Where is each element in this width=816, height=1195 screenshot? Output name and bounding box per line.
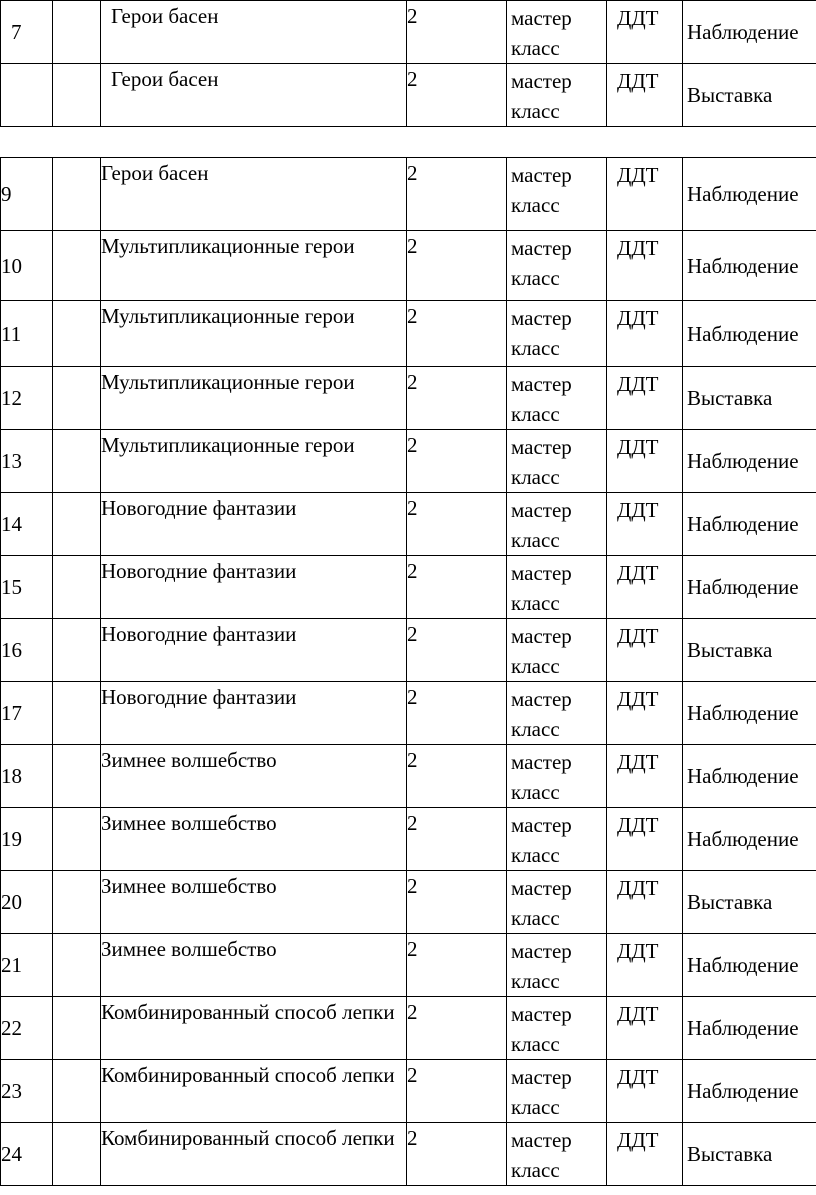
table-row bbox=[1, 871, 816, 934]
place-cell: ДДТ bbox=[607, 682, 683, 745]
place-cell: ДДТ bbox=[607, 231, 683, 301]
row-number: 22 bbox=[1, 997, 53, 1060]
hours-cell: 2 bbox=[407, 934, 507, 997]
row-number: 9 bbox=[1, 158, 53, 231]
control-cell: Выставка bbox=[683, 1123, 816, 1186]
topic-cell: Новогодние фантазии bbox=[101, 619, 407, 682]
control-cell: Наблюдение bbox=[683, 158, 816, 231]
schedule-table-main bbox=[0, 157, 816, 1186]
place-cell: ДДТ bbox=[607, 158, 683, 231]
table-row bbox=[1, 231, 816, 301]
place-cell: ДДТ bbox=[607, 745, 683, 808]
blank-cell bbox=[53, 619, 101, 682]
form-cell: мастер класс bbox=[507, 1, 607, 64]
blank-cell bbox=[53, 64, 101, 127]
hours-cell: 2 bbox=[407, 367, 507, 430]
row-number: 17 bbox=[1, 682, 53, 745]
form-cell: мастер класс bbox=[507, 871, 607, 934]
hours-cell: 2 bbox=[407, 997, 507, 1060]
place-cell: ДДТ bbox=[607, 493, 683, 556]
place-cell: ДДТ bbox=[607, 367, 683, 430]
table-row bbox=[1, 493, 816, 556]
topic-cell: Зимнее волшебство bbox=[101, 871, 407, 934]
hours-cell: 2 bbox=[407, 231, 507, 301]
hours-cell: 2 bbox=[407, 64, 507, 127]
control-cell: Наблюдение bbox=[683, 808, 816, 871]
control-cell: Наблюдение bbox=[683, 934, 816, 997]
blank-cell bbox=[53, 430, 101, 493]
hours-cell: 2 bbox=[407, 682, 507, 745]
form-cell: мастер класс bbox=[507, 556, 607, 619]
topic-cell: Комбинированный способ лепки bbox=[101, 997, 407, 1060]
table-row bbox=[1, 745, 816, 808]
table-row bbox=[1, 1, 816, 64]
table-row bbox=[1, 367, 816, 430]
form-cell: мастер класс bbox=[507, 682, 607, 745]
blank-cell bbox=[53, 1, 101, 64]
blank-cell bbox=[53, 1123, 101, 1186]
table-row bbox=[1, 1060, 816, 1123]
table-row bbox=[1, 934, 816, 997]
row-number bbox=[1, 64, 53, 127]
control-cell: Наблюдение bbox=[683, 556, 816, 619]
row-number: 16 bbox=[1, 619, 53, 682]
row-number: 23 bbox=[1, 1060, 53, 1123]
place-cell: ДДТ bbox=[607, 1060, 683, 1123]
table-row bbox=[1, 430, 816, 493]
topic-cell: Комбинированный способ лепки bbox=[101, 1123, 407, 1186]
hours-cell: 2 bbox=[407, 1, 507, 64]
form-cell: мастер класс bbox=[507, 997, 607, 1060]
blank-cell bbox=[53, 158, 101, 231]
blank-cell bbox=[53, 997, 101, 1060]
topic-cell: Новогодние фантазии bbox=[101, 682, 407, 745]
hours-cell: 2 bbox=[407, 493, 507, 556]
hours-cell: 2 bbox=[407, 556, 507, 619]
row-number: 11 bbox=[1, 301, 53, 367]
place-cell: ДДТ bbox=[607, 430, 683, 493]
row-number: 12 bbox=[1, 367, 53, 430]
row-number: 15 bbox=[1, 556, 53, 619]
control-cell: Наблюдение bbox=[683, 301, 816, 367]
table-row bbox=[1, 682, 816, 745]
form-cell: мастер класс bbox=[507, 493, 607, 556]
hours-cell: 2 bbox=[407, 1060, 507, 1123]
row-number: 20 bbox=[1, 871, 53, 934]
form-cell: мастер класс bbox=[507, 231, 607, 301]
table-row bbox=[1, 619, 816, 682]
place-cell: ДДТ bbox=[607, 619, 683, 682]
place-cell: ДДТ bbox=[607, 934, 683, 997]
row-number: 19 bbox=[1, 808, 53, 871]
topic-cell: Мультипликационные герои bbox=[101, 231, 407, 301]
control-cell: Наблюдение bbox=[683, 1, 816, 64]
blank-cell bbox=[53, 493, 101, 556]
topic-cell: Новогодние фантазии bbox=[101, 556, 407, 619]
blank-cell bbox=[53, 745, 101, 808]
form-cell: мастер класс bbox=[507, 619, 607, 682]
blank-cell bbox=[53, 808, 101, 871]
row-number: 14 bbox=[1, 493, 53, 556]
control-cell: Выставка bbox=[683, 64, 816, 127]
form-cell: мастер класс bbox=[507, 64, 607, 127]
hours-cell: 2 bbox=[407, 745, 507, 808]
blank-cell bbox=[53, 934, 101, 997]
control-cell: Наблюдение bbox=[683, 1060, 816, 1123]
form-cell: мастер класс bbox=[507, 430, 607, 493]
hours-cell: 2 bbox=[407, 871, 507, 934]
topic-cell: Мультипликационные герои bbox=[101, 301, 407, 367]
form-cell: мастер класс bbox=[507, 158, 607, 231]
place-cell: ДДТ bbox=[607, 997, 683, 1060]
topic-cell: Новогодние фантазии bbox=[101, 493, 407, 556]
place-cell: ДДТ bbox=[607, 1123, 683, 1186]
table-row bbox=[1, 997, 816, 1060]
control-cell: Наблюдение bbox=[683, 430, 816, 493]
table-row bbox=[1, 1123, 816, 1186]
row-number: 7 bbox=[1, 1, 53, 64]
row-number: 18 bbox=[1, 745, 53, 808]
blank-cell bbox=[53, 231, 101, 301]
topic-cell: Мультипликационные герои bbox=[101, 367, 407, 430]
control-cell: Наблюдение bbox=[683, 493, 816, 556]
topic-cell: Зимнее волшебство bbox=[101, 808, 407, 871]
place-cell: ДДТ bbox=[607, 1, 683, 64]
hours-cell: 2 bbox=[407, 808, 507, 871]
control-cell: Наблюдение bbox=[683, 745, 816, 808]
place-cell: ДДТ bbox=[607, 556, 683, 619]
hours-cell: 2 bbox=[407, 1123, 507, 1186]
form-cell: мастер класс bbox=[507, 301, 607, 367]
table-row bbox=[1, 64, 816, 127]
control-cell: Выставка bbox=[683, 871, 816, 934]
hours-cell: 2 bbox=[407, 301, 507, 367]
topic-cell: Комбинированный способ лепки bbox=[101, 1060, 407, 1123]
control-cell: Наблюдение bbox=[683, 231, 816, 301]
place-cell: ДДТ bbox=[607, 64, 683, 127]
blank-cell bbox=[53, 871, 101, 934]
hours-cell: 2 bbox=[407, 619, 507, 682]
topic-cell: Зимнее волшебство bbox=[101, 934, 407, 997]
topic-cell: Герои басен bbox=[101, 1, 407, 64]
topic-cell: Герои басен bbox=[101, 158, 407, 231]
row-number: 10 bbox=[1, 231, 53, 301]
topic-cell: Герои басен bbox=[101, 64, 407, 127]
control-cell: Наблюдение bbox=[683, 682, 816, 745]
blank-cell bbox=[53, 301, 101, 367]
form-cell: мастер класс bbox=[507, 367, 607, 430]
topic-cell: Зимнее волшебство bbox=[101, 745, 407, 808]
form-cell: мастер класс bbox=[507, 745, 607, 808]
control-cell: Выставка bbox=[683, 619, 816, 682]
place-cell: ДДТ bbox=[607, 871, 683, 934]
control-cell: Выставка bbox=[683, 367, 816, 430]
row-number: 13 bbox=[1, 430, 53, 493]
form-cell: мастер класс bbox=[507, 808, 607, 871]
form-cell: мастер класс bbox=[507, 934, 607, 997]
row-number: 21 bbox=[1, 934, 53, 997]
hours-cell: 2 bbox=[407, 158, 507, 231]
place-cell: ДДТ bbox=[607, 808, 683, 871]
table-row bbox=[1, 301, 816, 367]
form-cell: мастер класс bbox=[507, 1123, 607, 1186]
control-cell: Наблюдение bbox=[683, 997, 816, 1060]
blank-cell bbox=[53, 682, 101, 745]
blank-cell bbox=[53, 556, 101, 619]
table-row bbox=[1, 158, 816, 231]
table-row bbox=[1, 808, 816, 871]
schedule-table-top bbox=[0, 0, 816, 127]
blank-cell bbox=[53, 367, 101, 430]
row-number: 24 bbox=[1, 1123, 53, 1186]
topic-cell: Мультипликационные герои bbox=[101, 430, 407, 493]
hours-cell: 2 bbox=[407, 430, 507, 493]
blank-cell bbox=[53, 1060, 101, 1123]
table-row bbox=[1, 556, 816, 619]
place-cell: ДДТ bbox=[607, 301, 683, 367]
form-cell: мастер класс bbox=[507, 1060, 607, 1123]
